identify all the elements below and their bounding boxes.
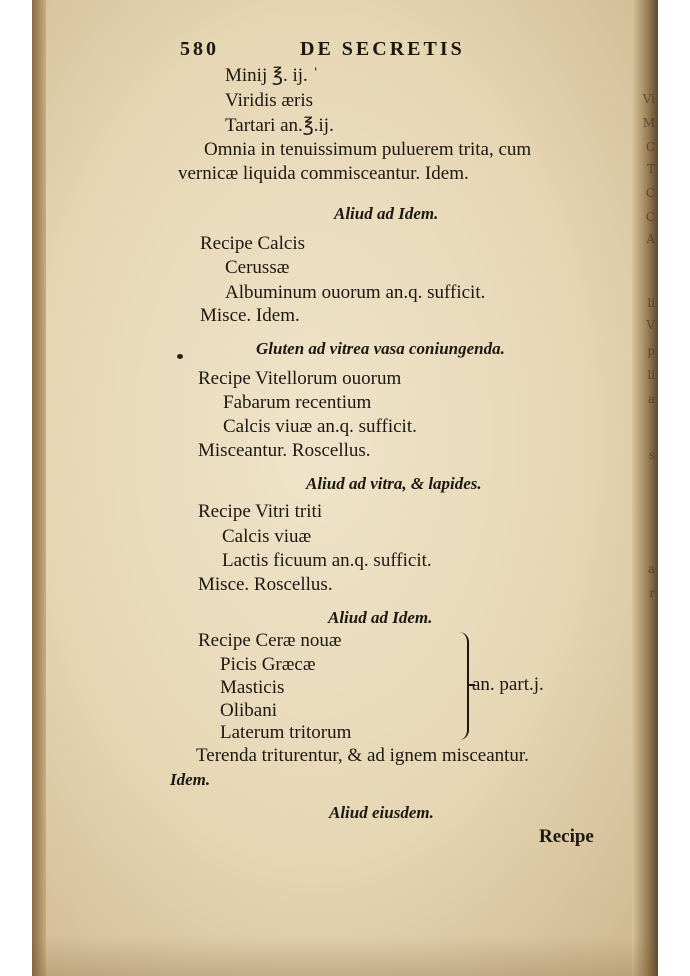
text-line: Recipe Vitri triti [198, 501, 323, 522]
text-line: Laterum tritorum [220, 722, 352, 743]
text-line: Calcis viuæ [222, 526, 312, 547]
text-line: vernicæ liquida commisceantur. Idem. [178, 163, 469, 184]
margin-ghost: a [647, 392, 655, 406]
margin-ghost: p [647, 344, 655, 358]
text-line: Fabarum recentium [223, 392, 372, 413]
margin-ghost: C [645, 186, 655, 200]
text-line: Olibani [220, 700, 277, 721]
section-heading: Aliud ad vitra, & lapides. [306, 474, 482, 493]
text-line: Picis Græcæ [220, 654, 316, 675]
text-line: Masticis [220, 677, 285, 698]
text-line: Tartari an.℥.ij. [225, 115, 334, 136]
margin-ghost: T [646, 162, 655, 176]
margin-ghost: C [645, 140, 655, 154]
margin-ghost: A [646, 232, 655, 246]
text-line: Recipe Ceræ nouæ [198, 630, 342, 651]
catchword: Recipe [539, 826, 594, 847]
margin-ghost: li [647, 368, 655, 382]
text-line: Calcis viuæ an.q. sufficit. [223, 416, 417, 437]
binding-gutter [32, 0, 46, 976]
text-line: Cerussæ [225, 257, 290, 278]
running-title: DE SECRETIS [300, 38, 465, 60]
text-line: Minij ℥. ij. ˈ [225, 65, 319, 86]
margin-ghost: r [649, 586, 655, 600]
margin-ghost: M [642, 116, 655, 130]
margin-ghost: Vi [642, 92, 655, 106]
text-line: Albuminum ouorum an.q. sufficit. [225, 282, 486, 303]
section-heading: Gluten ad vitrea vasa coniungenda. [256, 339, 505, 358]
text-line: Omnia in tenuissimum puluerem trita, cum [204, 139, 532, 160]
text-line: Recipe Vitellorum ouorum [198, 368, 402, 389]
text-line: Misce. Idem. [200, 305, 300, 326]
margin-ghost: a [647, 562, 655, 576]
section-heading: Aliud eiusdem. [329, 803, 434, 822]
text-line: Idem. [170, 770, 211, 789]
text-line: Terenda triturentur, & ad ignem misceantur. [196, 745, 529, 766]
text-line: Misceantur. Roscellus. [198, 440, 371, 461]
ink-mark [177, 354, 183, 359]
margin-ghost: li [647, 296, 655, 310]
text-line: Misce. Roscellus. [198, 574, 333, 595]
margin-ghost: V [646, 318, 655, 332]
text-line: Viridis æris [225, 90, 314, 111]
text-line: Lactis ficuum an.q. sufficit. [222, 550, 432, 571]
section-heading: Aliud ad Idem. [334, 204, 439, 223]
margin-ghost: s [648, 448, 655, 462]
text-line: Recipe Calcis [200, 233, 305, 254]
section-heading: Aliud ad Idem. [328, 608, 433, 627]
book-page [32, 0, 658, 976]
grouping-brace [457, 632, 469, 740]
page-shadow [32, 936, 658, 976]
margin-ghost: C [645, 210, 655, 224]
page-number: 580 [180, 38, 219, 60]
brace-label: an. part.j. [472, 674, 544, 695]
